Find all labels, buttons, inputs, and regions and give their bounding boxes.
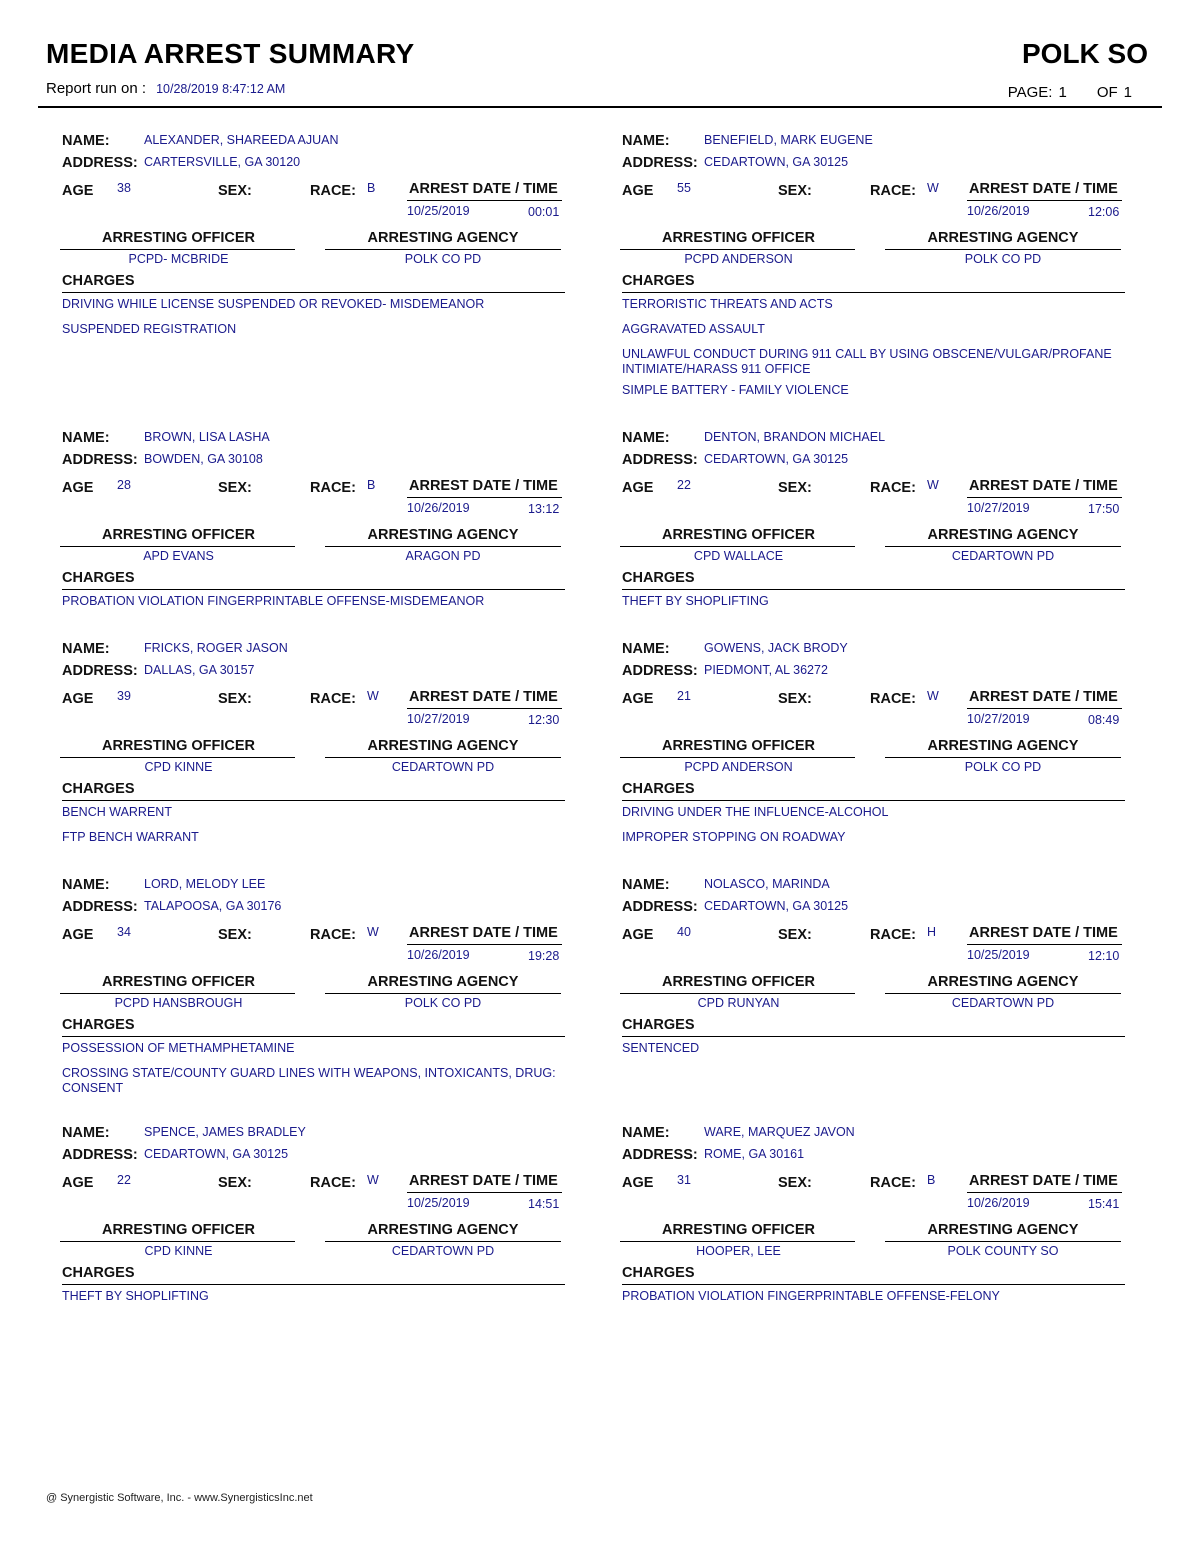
- report-title: MEDIA ARREST SUMMARY: [46, 38, 415, 69]
- arrest-dt-underline: [407, 708, 562, 709]
- arresting-agency-label: ARRESTING AGENCY: [367, 1222, 519, 1238]
- arrest-time: 17:50: [1088, 502, 1120, 516]
- person-race: W: [927, 181, 939, 195]
- sex-label: SEX:: [218, 927, 252, 943]
- report-run-label: Report run on :: [46, 80, 147, 97]
- arresting-agency-label: ARRESTING AGENCY: [927, 230, 1079, 246]
- charges-underline: [62, 1284, 565, 1285]
- name-label: NAME:: [62, 133, 110, 149]
- header-divider: [38, 106, 1162, 108]
- page-label: PAGE:: [1007, 84, 1053, 101]
- arrest-date: 10/27/2019: [967, 501, 1030, 515]
- person-age: 34: [117, 925, 131, 939]
- page-total: 1: [1123, 84, 1132, 101]
- charge-item: DRIVING WHILE LICENSE SUSPENDED OR REVOKED- MISDEMEANOR: [62, 297, 485, 311]
- arresting-agency-label: ARRESTING AGENCY: [367, 230, 519, 246]
- sex-label: SEX:: [218, 1175, 252, 1191]
- arresting-officer-label: ARRESTING OFFICER: [661, 974, 816, 990]
- person-age: 31: [677, 1173, 691, 1187]
- age-label: AGE: [622, 1175, 654, 1191]
- person-age: 55: [677, 181, 691, 195]
- person-address: ROME, GA 30161: [704, 1147, 805, 1161]
- race-label: RACE:: [310, 1175, 356, 1191]
- race-label: RACE:: [870, 927, 916, 943]
- officer-underline: [620, 249, 855, 250]
- name-label: NAME:: [622, 877, 670, 893]
- arrest-date: 10/26/2019: [967, 1196, 1030, 1210]
- charges-label: CHARGES: [62, 1265, 135, 1281]
- arrest-time: 12:06: [1088, 205, 1120, 219]
- arrest-dt-underline: [967, 200, 1122, 201]
- arrest-record: [62, 877, 572, 1167]
- person-address: PIEDMONT, AL 36272: [704, 663, 828, 677]
- charges-underline: [622, 292, 1125, 293]
- person-address: DALLAS, GA 30157: [144, 663, 255, 677]
- arresting-agency: CEDARTOWN PD: [391, 1244, 495, 1258]
- arresting-agency: CEDARTOWN PD: [951, 549, 1055, 563]
- sex-label: SEX:: [778, 1175, 812, 1191]
- arrest-dt-underline: [407, 200, 562, 201]
- person-name: BROWN, LISA LASHA: [144, 430, 270, 444]
- age-label: AGE: [62, 480, 94, 496]
- arresting-agency: ARAGON PD: [405, 549, 481, 563]
- arrest-date: 10/25/2019: [407, 204, 470, 218]
- name-label: NAME:: [62, 1125, 110, 1141]
- arresting-agency: CEDARTOWN PD: [391, 760, 495, 774]
- person-name: ALEXANDER, SHAREEDA AJUAN: [144, 133, 339, 147]
- charges-label: CHARGES: [622, 273, 695, 289]
- charges-underline: [622, 800, 1125, 801]
- race-label: RACE:: [870, 691, 916, 707]
- arrest-time: 13:12: [528, 502, 560, 516]
- person-age: 28: [117, 478, 131, 492]
- arrest-time: 08:49: [1088, 713, 1120, 727]
- arresting-officer: PCPD HANSBROUGH: [114, 996, 243, 1010]
- arresting-officer: CPD KINNE: [144, 760, 213, 774]
- officer-underline: [620, 546, 855, 547]
- arresting-officer: APD EVANS: [143, 549, 214, 563]
- agency-underline: [325, 757, 561, 758]
- charge-item: SUSPENDED REGISTRATION: [62, 322, 237, 336]
- officer-underline: [60, 1241, 295, 1242]
- report-agency: POLK SO: [1021, 38, 1148, 69]
- name-label: NAME:: [62, 430, 110, 446]
- charges-label: CHARGES: [622, 570, 695, 586]
- person-address: CARTERSVILLE, GA 30120: [144, 155, 301, 169]
- arresting-officer: PCPD ANDERSON: [684, 760, 793, 774]
- arrest-date-time-label: ARREST DATE / TIME: [409, 1173, 558, 1189]
- agency-underline: [885, 546, 1121, 547]
- sex-label: SEX:: [218, 691, 252, 707]
- arresting-officer: CPD WALLACE: [693, 549, 784, 563]
- arrest-record: [622, 1125, 1132, 1415]
- arrest-time: 12:10: [1088, 949, 1120, 963]
- charge-item: CROSSING STATE/COUNTY GUARD LINES WITH WEAPONS, INTOXICANTS, DRUG: CONSENT: [62, 1066, 556, 1095]
- charge-item: SIMPLE BATTERY - FAMILY VIOLENCE: [622, 383, 849, 397]
- person-race: B: [927, 1173, 936, 1187]
- sex-label: SEX:: [218, 183, 252, 199]
- arrest-time: 14:51: [528, 1197, 560, 1211]
- person-race: W: [367, 1173, 379, 1187]
- address-label: ADDRESS:: [62, 452, 138, 468]
- person-address: BOWDEN, GA 30108: [144, 452, 263, 466]
- person-age: 39: [117, 689, 131, 703]
- arrest-date-time-label: ARREST DATE / TIME: [969, 181, 1118, 197]
- charges-label: CHARGES: [622, 781, 695, 797]
- charge-item: TERRORISTIC THREATS AND ACTS: [622, 297, 833, 311]
- person-name: DENTON, BRANDON MICHAEL: [704, 430, 886, 444]
- charges-underline: [62, 800, 565, 801]
- person-address: CEDARTOWN, GA 30125: [144, 1147, 289, 1161]
- person-age: 40: [677, 925, 691, 939]
- charge-item: FTP BENCH WARRANT: [62, 830, 199, 844]
- name-label: NAME:: [622, 430, 670, 446]
- address-label: ADDRESS:: [622, 155, 698, 171]
- charges-label: CHARGES: [62, 781, 135, 797]
- arrest-record: [62, 1125, 572, 1415]
- person-name: BENEFIELD, MARK EUGENE: [704, 133, 873, 147]
- address-label: ADDRESS:: [62, 155, 138, 171]
- arrest-time: 19:28: [528, 949, 560, 963]
- arrest-date-time-label: ARREST DATE / TIME: [969, 478, 1118, 494]
- officer-underline: [620, 993, 855, 994]
- charge-item: BENCH WARRENT: [62, 805, 172, 819]
- person-address: CEDARTOWN, GA 30125: [704, 899, 849, 913]
- arrest-dt-underline: [967, 708, 1122, 709]
- arrest-dt-underline: [967, 944, 1122, 945]
- age-label: AGE: [622, 480, 654, 496]
- arrest-date: 10/26/2019: [967, 204, 1030, 218]
- charges-underline: [622, 589, 1125, 590]
- charge-item: IMPROPER STOPPING ON ROADWAY: [622, 830, 846, 844]
- arresting-officer: CPD RUNYAN: [697, 996, 780, 1010]
- arrest-dt-underline: [407, 1192, 562, 1193]
- charge-item: THEFT BY SHOPLIFTING: [622, 594, 769, 608]
- address-label: ADDRESS:: [62, 1147, 138, 1163]
- race-label: RACE:: [870, 480, 916, 496]
- charge-item: POSSESSION OF METHAMPHETAMINE: [62, 1041, 295, 1055]
- arrest-date: 10/25/2019: [407, 1196, 470, 1210]
- charge-item: SENTENCED: [622, 1041, 700, 1055]
- age-label: AGE: [62, 691, 94, 707]
- charges-label: CHARGES: [622, 1017, 695, 1033]
- arrest-date-time-label: ARREST DATE / TIME: [969, 1173, 1118, 1189]
- person-race: W: [367, 925, 379, 939]
- person-race: H: [927, 925, 937, 939]
- agency-underline: [885, 249, 1121, 250]
- officer-underline: [620, 757, 855, 758]
- arresting-officer-label: ARRESTING OFFICER: [661, 527, 816, 543]
- address-label: ADDRESS:: [622, 452, 698, 468]
- arrest-time: 15:41: [1088, 1197, 1120, 1211]
- arrest-record: [62, 133, 572, 423]
- person-name: LORD, MELODY LEE: [144, 877, 266, 891]
- person-age: 22: [677, 478, 691, 492]
- arrest-record: [622, 877, 1132, 1167]
- arrest-date: 10/26/2019: [407, 948, 470, 962]
- arresting-officer-label: ARRESTING OFFICER: [101, 230, 256, 246]
- person-address: CEDARTOWN, GA 30125: [704, 155, 849, 169]
- arrest-date: 10/26/2019: [407, 501, 470, 515]
- sex-label: SEX:: [778, 480, 812, 496]
- officer-underline: [60, 546, 295, 547]
- arresting-officer: PCPD- MCBRIDE: [128, 252, 229, 266]
- person-name: FRICKS, ROGER JASON: [144, 641, 288, 655]
- address-label: ADDRESS:: [62, 663, 138, 679]
- arrest-dt-underline: [407, 497, 562, 498]
- person-name: GOWENS, JACK BRODY: [704, 641, 848, 655]
- charges-underline: [622, 1284, 1125, 1285]
- footer-credit: @ Synergistic Software, Inc. - www.SynergisticsInc.net: [46, 1492, 313, 1504]
- charges-label: CHARGES: [62, 273, 135, 289]
- sex-label: SEX:: [778, 927, 812, 943]
- charges-underline: [62, 292, 565, 293]
- arresting-agency-label: ARRESTING AGENCY: [367, 974, 519, 990]
- arresting-agency: POLK CO PD: [404, 252, 482, 266]
- arresting-officer-label: ARRESTING OFFICER: [661, 1222, 816, 1238]
- charge-item: PROBATION VIOLATION FINGERPRINTABLE OFFENSE-FELONY: [622, 1289, 1000, 1303]
- name-label: NAME:: [622, 133, 670, 149]
- arresting-officer: HOOPER, LEE: [696, 1244, 781, 1258]
- race-label: RACE:: [310, 183, 356, 199]
- arresting-officer-label: ARRESTING OFFICER: [101, 738, 256, 754]
- charges-label: CHARGES: [622, 1265, 695, 1281]
- arresting-agency-label: ARRESTING AGENCY: [367, 527, 519, 543]
- arresting-agency-label: ARRESTING AGENCY: [927, 1222, 1079, 1238]
- charges-label: CHARGES: [62, 1017, 135, 1033]
- charge-item: PROBATION VIOLATION FINGERPRINTABLE OFFENSE-MISDEMEANOR: [62, 594, 485, 608]
- agency-underline: [885, 993, 1121, 994]
- agency-underline: [325, 249, 561, 250]
- arresting-agency: POLK CO PD: [404, 996, 482, 1010]
- page-number: 1: [1058, 84, 1067, 101]
- arrest-time: 00:01: [528, 205, 560, 219]
- address-label: ADDRESS:: [622, 663, 698, 679]
- agency-underline: [885, 1241, 1121, 1242]
- age-label: AGE: [62, 927, 94, 943]
- officer-underline: [60, 249, 295, 250]
- arresting-agency: POLK COUNTY SO: [947, 1244, 1059, 1258]
- address-label: ADDRESS:: [62, 899, 138, 915]
- arresting-agency: POLK CO PD: [964, 760, 1042, 774]
- charges-underline: [62, 589, 565, 590]
- person-race: W: [927, 689, 939, 703]
- person-age: 38: [117, 181, 131, 195]
- arrest-date-time-label: ARREST DATE / TIME: [409, 925, 558, 941]
- page-indicator: [1002, 84, 1132, 101]
- name-label: NAME:: [62, 877, 110, 893]
- arresting-officer-label: ARRESTING OFFICER: [101, 974, 256, 990]
- arrest-record: [622, 133, 1132, 423]
- name-label: NAME:: [622, 641, 670, 657]
- agency-underline: [325, 1241, 561, 1242]
- arrest-date: 10/27/2019: [967, 712, 1030, 726]
- race-label: RACE:: [870, 183, 916, 199]
- person-race: W: [367, 689, 379, 703]
- person-address: TALAPOOSA, GA 30176: [144, 899, 282, 913]
- sex-label: SEX:: [778, 183, 812, 199]
- address-label: ADDRESS:: [622, 1147, 698, 1163]
- charge-item: UNLAWFUL CONDUCT DURING 911 CALL BY USING OBSCENE/VULGAR/PROFANE INTIMIATE/HARASS 911 OFFICE: [622, 347, 1112, 376]
- race-label: RACE:: [310, 480, 356, 496]
- person-age: 22: [117, 1173, 131, 1187]
- charges-underline: [62, 1036, 565, 1037]
- of-label: OF: [1096, 84, 1118, 101]
- arresting-agency: POLK CO PD: [964, 252, 1042, 266]
- arresting-officer: CPD KINNE: [144, 1244, 213, 1258]
- arrest-time: 12:30: [528, 713, 560, 727]
- arresting-agency: CEDARTOWN PD: [951, 996, 1055, 1010]
- person-race: B: [367, 181, 376, 195]
- name-label: NAME:: [622, 1125, 670, 1141]
- sex-label: SEX:: [218, 480, 252, 496]
- sex-label: SEX:: [778, 691, 812, 707]
- arresting-agency-label: ARRESTING AGENCY: [927, 974, 1079, 990]
- arresting-agency-label: ARRESTING AGENCY: [927, 738, 1079, 754]
- agency-underline: [325, 993, 561, 994]
- report-run-on: [46, 80, 285, 97]
- arresting-agency-label: ARRESTING AGENCY: [367, 738, 519, 754]
- age-label: AGE: [622, 691, 654, 707]
- charge-item: DRIVING UNDER THE INFLUENCE-ALCOHOL: [622, 805, 889, 819]
- arrest-dt-underline: [967, 1192, 1122, 1193]
- race-label: RACE:: [310, 927, 356, 943]
- arresting-officer-label: ARRESTING OFFICER: [661, 230, 816, 246]
- arrest-date-time-label: ARREST DATE / TIME: [409, 478, 558, 494]
- age-label: AGE: [622, 183, 654, 199]
- arrest-date: 10/25/2019: [967, 948, 1030, 962]
- person-name: WARE, MARQUEZ JAVON: [704, 1125, 855, 1139]
- person-age: 21: [677, 689, 691, 703]
- person-race: B: [367, 478, 376, 492]
- person-name: NOLASCO, MARINDA: [704, 877, 830, 891]
- arresting-officer-label: ARRESTING OFFICER: [661, 738, 816, 754]
- arrest-date-time-label: ARREST DATE / TIME: [409, 689, 558, 705]
- officer-underline: [620, 1241, 855, 1242]
- charge-item: AGGRAVATED ASSAULT: [622, 322, 765, 336]
- age-label: AGE: [62, 183, 94, 199]
- officer-underline: [60, 757, 295, 758]
- person-name: SPENCE, JAMES BRADLEY: [144, 1125, 306, 1139]
- arrest-date-time-label: ARREST DATE / TIME: [969, 925, 1118, 941]
- arresting-agency-label: ARRESTING AGENCY: [927, 527, 1079, 543]
- arresting-officer-label: ARRESTING OFFICER: [101, 527, 256, 543]
- arrest-date-time-label: ARREST DATE / TIME: [409, 181, 558, 197]
- person-address: CEDARTOWN, GA 30125: [704, 452, 849, 466]
- charges-underline: [622, 1036, 1125, 1037]
- person-race: W: [927, 478, 939, 492]
- charge-item: THEFT BY SHOPLIFTING: [62, 1289, 209, 1303]
- agency-underline: [885, 757, 1121, 758]
- arrest-date-time-label: ARREST DATE / TIME: [969, 689, 1118, 705]
- name-label: NAME:: [62, 641, 110, 657]
- officer-underline: [60, 993, 295, 994]
- race-label: RACE:: [870, 1175, 916, 1191]
- age-label: AGE: [62, 1175, 94, 1191]
- race-label: RACE:: [310, 691, 356, 707]
- arrest-dt-underline: [967, 497, 1122, 498]
- charges-label: CHARGES: [62, 570, 135, 586]
- arrest-dt-underline: [407, 944, 562, 945]
- arresting-officer: PCPD ANDERSON: [684, 252, 793, 266]
- age-label: AGE: [622, 927, 654, 943]
- arresting-officer-label: ARRESTING OFFICER: [101, 1222, 256, 1238]
- report-run-value: 10/28/2019 8:47:12 AM: [156, 82, 286, 96]
- address-label: ADDRESS:: [622, 899, 698, 915]
- arrest-date: 10/27/2019: [407, 712, 470, 726]
- agency-underline: [325, 546, 561, 547]
